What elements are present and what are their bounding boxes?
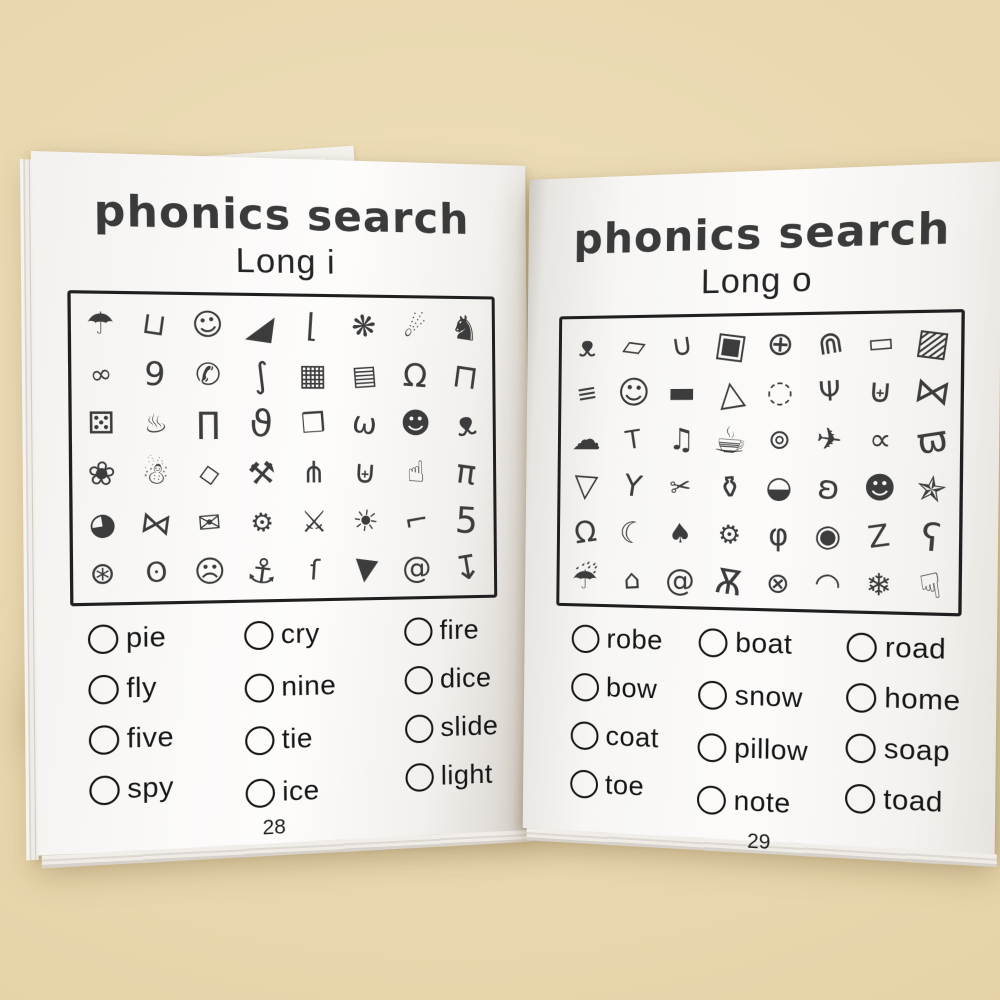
word-checklist <box>540 605 977 852</box>
moon-icon: ☾ <box>617 513 649 552</box>
answer-bubble <box>698 732 727 762</box>
open-workbook <box>38 140 961 860</box>
word-label: fire <box>439 614 480 646</box>
lightbulb-icon: ☀ <box>350 501 382 540</box>
mug-icon: ☕ <box>711 416 749 463</box>
right-page <box>523 161 1000 856</box>
word-item-light <box>405 758 499 793</box>
crying-baby-icon: ☹ <box>193 553 227 590</box>
word-label: ice <box>282 774 320 807</box>
number-nine-icon: 9 <box>142 353 167 394</box>
word-column <box>244 617 337 830</box>
pillow-icon: ▱ <box>620 327 649 365</box>
word-item-road <box>847 630 961 666</box>
dog-icon: ᴥ <box>578 328 597 363</box>
snow-cloud-icon: ❄ <box>865 566 893 604</box>
teddy-bear-icon: ☃ <box>139 453 172 493</box>
answer-bubble <box>245 673 275 703</box>
page-title: phonics search <box>573 202 951 264</box>
robe-icon: Y <box>621 467 645 505</box>
answer-bubble <box>88 674 119 704</box>
car-icon: ⚙ <box>247 504 277 539</box>
word-label: road <box>884 631 947 666</box>
word-item-home <box>846 681 960 718</box>
washtub-icon: ⊎ <box>352 452 378 492</box>
word-item-spy <box>89 771 175 807</box>
word-label: toe <box>604 769 645 802</box>
answer-bubble <box>405 714 434 743</box>
shovel-icon: ↧ <box>450 545 484 589</box>
umbrella-icon: ☂ <box>86 305 115 342</box>
beach-ball-icon: ⊕ <box>765 323 796 364</box>
pirate-ship-icon: ⚓ <box>244 548 281 593</box>
word-item-nine <box>245 669 337 704</box>
horse-icon: ♞ <box>447 305 483 349</box>
word-label: slide <box>440 710 499 743</box>
dolphin-icon: ∫ <box>248 352 274 396</box>
t-shirt-icon: T <box>623 423 644 455</box>
word-column <box>404 614 499 823</box>
bandage-icon: ▭ <box>866 325 896 360</box>
broom-icon: ☄ <box>401 310 428 343</box>
word-checklist <box>55 597 513 838</box>
seashell-icon: ⋒ <box>815 323 846 363</box>
house-icon: ⌂ <box>622 563 642 596</box>
word-item-bow <box>571 671 663 706</box>
boy-face-icon: ☻ <box>400 405 431 441</box>
word-column <box>845 630 961 851</box>
right-page-content <box>523 161 1000 856</box>
word-label: home <box>884 682 961 717</box>
beehive-icon: ◒ <box>765 469 793 505</box>
word-item-five <box>89 721 175 756</box>
sneaker-icon: ⌊ <box>304 306 320 345</box>
kite-icon: ◇ <box>196 456 222 490</box>
bee-icon: Ѫ <box>712 559 745 604</box>
doorbell-icon: ▣ <box>712 322 751 367</box>
word-item-cry <box>244 617 336 651</box>
number-five-icon: 5 <box>454 497 480 542</box>
answer-bubble <box>89 775 120 806</box>
kid-icon: ☺ <box>616 372 652 413</box>
answer-bubble <box>572 624 600 653</box>
wheel-icon: ⊛ <box>89 555 116 592</box>
kettle-icon: ⚱ <box>715 467 744 506</box>
duck-icon: ϑ <box>248 400 275 446</box>
pot-icon: ⊎ <box>866 370 895 411</box>
word-label: nine <box>281 669 337 702</box>
bow-icon: ⋈ <box>911 367 954 414</box>
word-label: robe <box>606 623 664 656</box>
slide-icon: ◢ <box>244 302 277 347</box>
girl-face-icon: ☻ <box>863 469 897 506</box>
answer-bubble <box>571 672 599 701</box>
word-label: tie <box>281 722 314 755</box>
trophy-icon: Ψ <box>818 374 842 408</box>
word-item-fly <box>88 671 174 706</box>
page-number: 28 <box>262 815 286 840</box>
sock-icon: ⌐ <box>401 500 432 539</box>
napping-kid-icon: Z <box>865 517 893 556</box>
treasure-chest-icon: ▤ <box>350 358 379 391</box>
candy-icon: ⋈ <box>138 503 174 543</box>
word-item-pie <box>88 621 174 655</box>
answer-bubble <box>245 725 275 755</box>
answer-bubble <box>847 632 877 662</box>
magic-wand-icon: ✯ <box>913 465 950 511</box>
knife-icon: ⚔ <box>300 503 328 539</box>
word-label: note <box>733 784 791 820</box>
hen-icon: Ω <box>401 355 429 395</box>
picture-search-box <box>556 309 965 616</box>
word-label: soap <box>883 732 951 768</box>
raincoat-icon: ☔ <box>571 560 598 596</box>
answer-bubble <box>845 783 875 814</box>
answer-bubble <box>89 724 120 754</box>
picture-search-box <box>67 290 497 606</box>
elephant-icon: ʚ <box>816 467 842 508</box>
music-note-icon: ♫ <box>667 421 695 457</box>
left-page-content <box>31 151 531 856</box>
spy-kid-icon: ☺ <box>188 304 227 345</box>
word-item-soap <box>846 731 960 769</box>
word-label: pie <box>125 621 167 654</box>
mouse-icon: ω <box>350 404 380 443</box>
tulip-icon: ❀ <box>86 453 118 494</box>
word-item-robe <box>572 622 664 656</box>
necktie-icon: ▼ <box>352 550 380 588</box>
word-label: spy <box>127 770 175 805</box>
word-label: coat <box>605 720 660 754</box>
word-label: dice <box>439 662 492 694</box>
shorts-icon: ∏ <box>196 405 221 441</box>
car-icon: ⚙ <box>715 517 743 551</box>
word-item-toe <box>570 767 661 803</box>
fish-icon: ∝ <box>868 421 892 458</box>
wrench-icon: ⚒ <box>246 453 277 492</box>
bridge-icon: ◠ <box>811 564 844 604</box>
whale-icon: ʕ <box>918 513 943 561</box>
thumbs-down-icon: ☟ <box>916 563 945 608</box>
answer-bubble <box>698 680 727 710</box>
trowel-icon: ♠ <box>667 517 694 550</box>
answer-bubble <box>88 624 119 654</box>
rake-icon: ⋔ <box>300 454 327 490</box>
word-column <box>570 622 663 833</box>
cherry-icon: ∞ <box>86 356 115 390</box>
word-item-toad <box>845 781 959 820</box>
bathtub-icon: ⊔ <box>139 304 169 343</box>
word-item-boat <box>699 626 810 662</box>
necklace-icon: ◌ <box>766 373 794 410</box>
page-number: 29 <box>747 830 771 855</box>
answer-bubble <box>699 628 728 658</box>
answer-bubble <box>244 620 274 650</box>
answer-bubble <box>571 721 599 751</box>
log-icon: ▬ <box>667 374 697 410</box>
answer-bubble <box>846 733 876 764</box>
hand-icon: ☝ <box>406 454 426 489</box>
wishing-well-icon: ▦ <box>298 356 328 392</box>
word-item-pillow <box>698 731 808 768</box>
word-item-snow <box>698 678 808 714</box>
page-title: phonics search <box>93 185 470 244</box>
fishbowl-icon: ◉ <box>812 515 845 556</box>
grill-icon: ♨ <box>140 406 170 440</box>
answer-bubble <box>697 785 726 815</box>
word-label: cry <box>280 617 320 650</box>
word-label: boat <box>735 627 793 660</box>
answer-bubble <box>570 769 598 799</box>
word-label: light <box>440 758 493 791</box>
snail-icon: @ <box>664 562 695 599</box>
magnet-icon: ∪ <box>669 325 696 364</box>
unicycle-icon: φ <box>768 517 789 553</box>
word-item-tie <box>245 722 337 757</box>
phonics-subtitle: Long o <box>700 259 813 301</box>
word-item-coat <box>571 719 663 755</box>
stool-icon: π <box>453 450 479 492</box>
rocket-icon: ✈ <box>813 419 846 459</box>
word-item-ice <box>245 774 337 810</box>
word-label: pillow <box>734 732 809 767</box>
dice-icon: ⚄ <box>87 405 116 442</box>
word-column <box>697 626 809 842</box>
map-icon: ▨ <box>912 318 954 365</box>
answer-bubble <box>846 682 876 713</box>
answer-bubble <box>245 778 275 808</box>
word-label: five <box>126 720 175 754</box>
fly-icon: ❋ <box>348 307 380 345</box>
answer-bubble <box>405 762 434 792</box>
hat-icon: ⊓ <box>450 353 481 397</box>
word-item-fire <box>404 614 498 648</box>
word-label: bow <box>605 671 658 705</box>
phonics-subtitle: Long i <box>235 240 336 281</box>
shopping-bag-icon: ✉ <box>196 505 223 539</box>
pig-icon: ʘ <box>144 555 169 590</box>
ice-cube-icon: ❒ <box>299 406 327 440</box>
sailboat-icon: △ <box>714 369 747 414</box>
candy-cane-icon: ſ <box>308 553 321 587</box>
word-item-slide <box>405 710 499 745</box>
answer-bubble <box>404 617 433 646</box>
snail-icon: @ <box>402 550 432 586</box>
word-label: snow <box>734 679 804 714</box>
word-column <box>88 621 175 837</box>
word-item-note <box>697 783 807 821</box>
frog-icon: ϖ <box>913 416 951 463</box>
scissors-icon: ✂ <box>668 469 694 503</box>
bush-icon: ☁ <box>571 421 601 457</box>
word-label: toad <box>883 783 944 819</box>
button-icon: ⊚ <box>766 422 792 456</box>
answer-bubble <box>404 665 433 694</box>
pie-icon: ◕ <box>85 503 119 544</box>
football-icon: ⊗ <box>764 565 792 600</box>
bell-icon: Ω <box>572 513 599 551</box>
word-item-dice <box>404 662 498 696</box>
sandwich-icon: ≡ <box>574 376 600 409</box>
whistle-icon: ✆ <box>195 355 222 392</box>
puppy-icon: ᴥ <box>452 402 479 445</box>
carrot-icon: ▽ <box>572 466 600 505</box>
word-label: fly <box>126 671 158 704</box>
left-page <box>31 151 531 856</box>
